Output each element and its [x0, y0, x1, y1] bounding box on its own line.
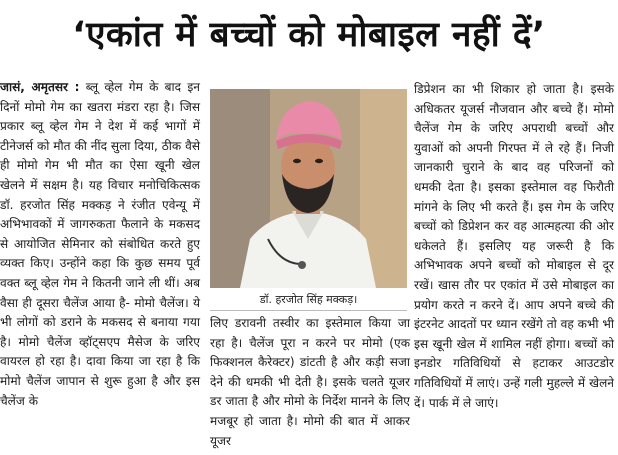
- article-text: ब्लू व्हेल गेम के बाद इन दिनों मोमो गेम का खतरा मंडरा रहा है। जिस प्रकार ब्लू व्हेल गेम ने देश में कई भागों में टीनेजर्स को मौत की नींद सुला दिया, ठीक वैसे ही मोमो गेम भी मौत का ऐसा खूनी खेल खेलने में सक्षम है। यह विचार मनोचिकित्सक डॉ. हरजोत सिंह मक्कड़ ने रंजीत एवेन्यू में अभिभावकों में जागरुकता फैलाने के मकसद से आयोजित सेमिनार को संबोधित करते हुए व्यक्त किए। उन्होंने कहा कि कुछ समय पूर्व वक्त ब्लू व्हेल गेम ने कितनी जाने ली थीं। अब वैसा ही दूसरा चैलेंज आया है- मोमो चैलेंज। ये भी लोगों को डराने के मकसद से बनाया गया है। मोमो चैलेंज व्हॉट्सएप मैसेज के जरिए वायरल हो रहा है। दावा किया जा रहा है कि मोमो चैलेंज जापान से शुरू हुआ है और इस चैलेंज के: [0, 80, 200, 408]
- article-paragraph: [0, 78, 200, 411]
- doctor-portrait-illustration: [210, 89, 407, 288]
- article-column-3: [414, 80, 614, 413]
- photo-caption: डॉ. हरजोत सिंह मक्कड़।: [210, 290, 407, 311]
- doctor-photo: [210, 89, 407, 288]
- article-text: लिए डरावनी तस्वीर का इस्तेमाल किया जा रहा है। चैलेंज पूरा न करने पर मोमो (एक फिक्शनल कैरेक्टर) डांटती है और कड़ी सजा देने की धमकी भी देती है। इसके चलते यूजर डर जाता है और मोमो के निर्देश मानने के लिए मजबूर हो जाता है। मोमो की बात में आकर यूजर: [210, 316, 410, 448]
- dateline: जासं, अमृतसर :: [0, 80, 80, 94]
- article-column-2: [210, 314, 410, 451]
- headline: ‘एकांत में बच्चों को मोबाइल नहीं दें’: [72, 15, 546, 55]
- article-text: डिप्रेशन का भी शिकार हो जाता है। इसके अधिकतर यूजर्स नौजवान और बच्चे हैं। मोमो चैलेंज गेम के जरिए अपराधी बच्चों और युवाओं को अपनी गिरफ्त में ले रहे हैं। निजी जानकारी चुराने के बाद वह परिजनों को धमकी देता है। इसका इस्तेमाल वह फिरौती मांगने के लिए भी करते हैं। इस गेम के जरिए बच्चों को डिप्रेशन कर वह आत्महत्या की ओर धकेलते हैं। इसलिए यह जरूरी है कि अभिभावक अपने बच्चों को मोबाइल से दूर रखें। खास तौर पर एकांत में उसे मोबाइल का प्रयोग करते न करने दें। आप अपने बच्चे की इंटरनेट आदतों पर ध्यान रखेंगे तो वह कभी भी इस खूनी खेल में शामिल नहीं होगा। बच्चों को इनडोर गतिविधियों से हटाकर आउटडोर गतिविधियों में लाएं। उन्हें गली मुहल्ले में खेलने दें। पार्क में ले जाएं।: [414, 82, 614, 410]
- article-column-1: [0, 78, 200, 411]
